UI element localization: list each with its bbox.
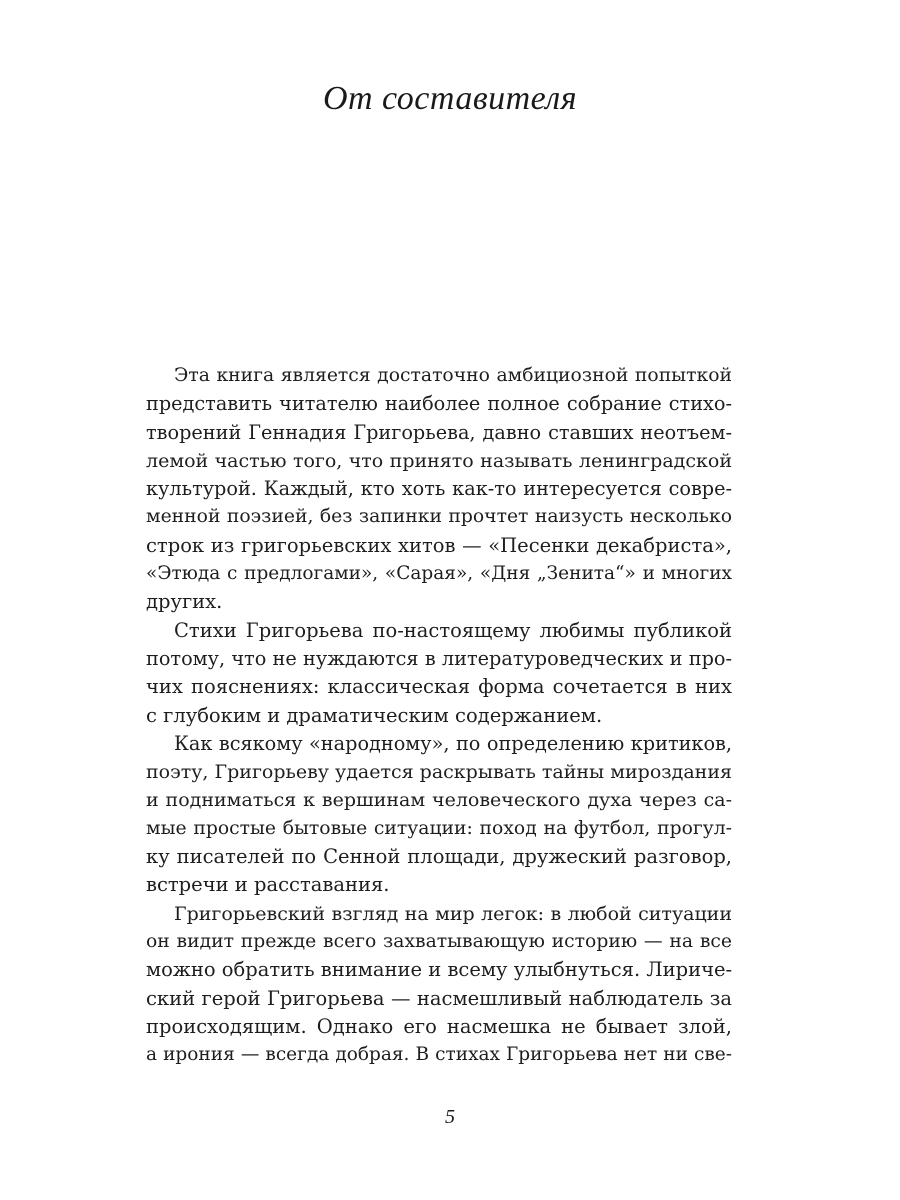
text-line: Стихи Григорьева по-настоящему любимы публикой	[174, 618, 732, 642]
text-line: Эта книга является достаточно амбициозной попыткой	[174, 365, 732, 386]
text-line: Как всякому «народному», по определению критиков,	[174, 731, 732, 755]
text-line: «Этюда с предлогами», «Сарая», «Дня „Зенита“» и многих	[146, 563, 732, 585]
text-line: чих пояснениях: классическая форма сочетается в них	[146, 675, 732, 699]
text-line: с глубоким и драматическим содержанием.	[146, 703, 603, 727]
text-line: других.	[146, 590, 223, 614]
body-text	[146, 362, 732, 1069]
text-line: встречи и расставания.	[146, 873, 390, 897]
text-line: строк из григорьевских хитов — «Песенки декабриста»,	[146, 533, 732, 557]
text-line: происходящим. Однако его насмешка не бывает злой,	[146, 1014, 732, 1038]
text-line: ский герой Григорьева — насмешливый наблюдатель за	[146, 986, 732, 1010]
text-line: творений Геннадия Григорьева, давно ставших неотъем-	[146, 420, 732, 444]
text-line: а ирония — всегда добрая. В стихах Григорьева нет ни све-	[146, 1044, 732, 1066]
text-line: ку писателей по Сенной площади, дружеский разговор,	[146, 845, 732, 869]
text-line: можно обратить внимание и всему улыбнуться. Лириче-	[146, 958, 733, 982]
page-title: От составителя	[322, 80, 578, 117]
text-line: потому, что не нуждаются в литературоведческих и про-	[146, 646, 732, 670]
text-line: представить читателю наиболее полное собрание стихо-	[146, 392, 732, 416]
text-line: Григорьевский взгляд на мир легок: в любой ситуации	[174, 902, 732, 925]
text-line: и подниматься к вершинам человеческого духа через са-	[146, 789, 732, 812]
text-line: мые простые бытовые ситуации: поход на футбол, прогул-	[146, 817, 732, 839]
page-number: 5	[445, 1106, 455, 1128]
text-line: менной поэзией, без запинки прочтет наизусть несколько	[146, 506, 732, 528]
text-line: он видит прежде всего захватывающую историю — на все	[146, 930, 732, 952]
text-line: поэту, Григорьеву удается раскрывать тайны мироздания	[146, 761, 732, 784]
text-line: культурой. Каждый, кто хоть как-то интересуется совре-	[146, 477, 732, 501]
text-line: лемой частью того, что принято называть ленинградской	[146, 449, 732, 472]
